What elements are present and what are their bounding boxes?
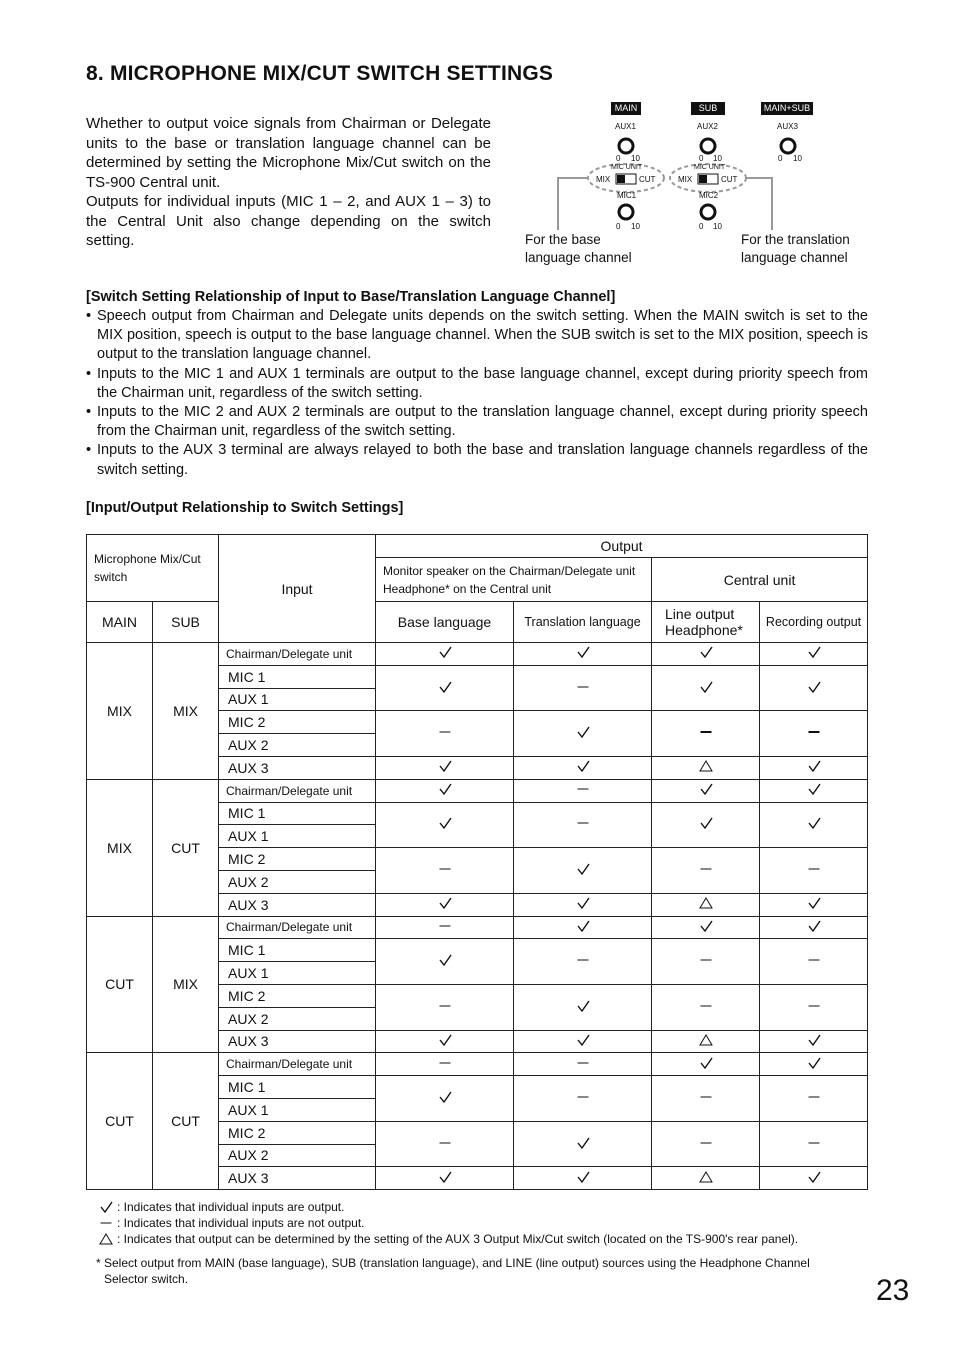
scale-max: 10	[631, 222, 640, 231]
input-label-cell: Chairman/Delegate unit	[219, 779, 376, 802]
recording-cell	[760, 1053, 868, 1076]
monitor-header: Monitor speaker on the Chairman/Delegate unit Headphone* on the Central unit	[376, 558, 652, 602]
check-icon	[438, 645, 452, 659]
mic-unit-label: MIC UNIT	[694, 164, 726, 171]
caption-line: For the translation	[741, 232, 850, 247]
check-icon	[438, 896, 452, 910]
dash-icon	[438, 725, 452, 739]
dash-icon	[807, 999, 821, 1013]
recording-cell	[760, 1121, 868, 1167]
check-icon	[807, 645, 821, 659]
check-icon	[438, 782, 452, 796]
recording-cell	[760, 1167, 868, 1190]
dash-icon	[807, 1090, 821, 1104]
dash-icon	[438, 1056, 452, 1070]
triangle-icon	[699, 1033, 713, 1047]
dash-icon	[438, 1136, 452, 1150]
dash-icon	[699, 1090, 713, 1104]
panel-drawing	[520, 130, 820, 240]
base-cell	[376, 1053, 514, 1076]
base-cell	[376, 711, 514, 757]
input-label-cell: MIC 2	[219, 711, 376, 734]
base-cell	[376, 756, 514, 779]
io-table	[86, 534, 868, 1190]
line-cell	[652, 1121, 760, 1167]
dash-icon	[438, 999, 452, 1013]
mix-label: MIX	[596, 175, 611, 184]
line-cell	[652, 939, 760, 985]
check-icon	[807, 1033, 821, 1047]
switch-header: Microphone Mix/Cut switch	[87, 535, 219, 602]
check-icon	[438, 1170, 452, 1184]
recording-cell	[760, 802, 868, 848]
dash-icon	[807, 725, 821, 739]
recording-cell	[760, 643, 868, 666]
recording-cell	[760, 779, 868, 802]
bullet-item: • Inputs to the AUX 3 terminal are always relayed to both the base and translation language channels regardless of the switch setting.	[86, 441, 868, 479]
intro-text	[86, 114, 491, 251]
bullet-item: • Speech output from Chairman and Delegate units depends on the switch setting. When the MAIN switch is set to the MIX position, speech is output to the base language channel. When the SUB switch is set to the MIX position, speech is output to the translation language channel.	[86, 307, 868, 365]
check-icon	[438, 1033, 452, 1047]
aux2-label: AUX2	[697, 122, 718, 131]
dash-icon	[95, 1216, 117, 1230]
check-icon	[576, 919, 590, 933]
scale-max: 10	[631, 154, 640, 163]
input-label-cell: MIC 2	[219, 1121, 376, 1144]
translation-cell	[514, 643, 652, 666]
check-icon	[576, 725, 590, 739]
base-cell	[376, 643, 514, 666]
check-icon	[699, 919, 713, 933]
sub-setting-cell: MIX	[153, 643, 219, 780]
base-caption	[525, 231, 632, 267]
translation-cell	[514, 1121, 652, 1167]
main-badge: MAIN	[611, 102, 641, 115]
base-cell	[376, 939, 514, 985]
scale-min: 0	[616, 222, 621, 231]
translation-caption	[741, 231, 850, 267]
legend-row	[95, 1199, 798, 1215]
input-label-cell: AUX 2	[219, 1144, 376, 1167]
output-header: Output	[376, 535, 868, 558]
input-header: Input	[219, 535, 376, 643]
input-label-cell: AUX 2	[219, 734, 376, 757]
dash-icon	[576, 782, 590, 796]
check-icon	[699, 645, 713, 659]
input-label-cell: AUX 3	[219, 756, 376, 779]
cut-label: CUT	[639, 175, 656, 184]
input-label-cell: Chairman/Delegate unit	[219, 1053, 376, 1076]
triangle-icon	[699, 759, 713, 773]
line-cell	[652, 711, 760, 757]
caption-line: language channel	[525, 250, 632, 265]
recording-cell	[760, 1076, 868, 1122]
line-cell	[652, 643, 760, 666]
check-icon	[699, 680, 713, 694]
line-cell	[652, 756, 760, 779]
dash-icon	[699, 1136, 713, 1150]
check-icon	[807, 816, 821, 830]
base-cell	[376, 779, 514, 802]
table-row	[87, 916, 868, 939]
base-cell	[376, 893, 514, 916]
translation-cell	[514, 711, 652, 757]
recording-cell	[760, 984, 868, 1030]
dash-icon	[807, 1136, 821, 1150]
legend-text: : Indicates that individual inputs are output.	[117, 1200, 345, 1214]
intro-paragraph: Whether to output voice signals from Chairman or Delegate units to the base or translation language channel can be determined by setting the Microphone Mix/Cut switch on the TS-900 Central unit.	[86, 115, 491, 191]
base-cell	[376, 665, 514, 711]
line-cell	[652, 1167, 760, 1190]
input-label-cell: AUX 3	[219, 1030, 376, 1053]
base-cell	[376, 984, 514, 1030]
recording-cell	[760, 848, 868, 894]
input-label-cell: Chairman/Delegate unit	[219, 916, 376, 939]
check-icon	[699, 816, 713, 830]
dash-icon	[699, 999, 713, 1013]
footnote-text: Select output from MAIN (base language), SUB (translation language), and LINE (line output) sources using the Headphone Channel Selector switch.	[104, 1256, 810, 1286]
translation-cell	[514, 802, 652, 848]
check-icon	[807, 782, 821, 796]
legend-row	[95, 1231, 798, 1247]
scale-min: 0	[699, 154, 704, 163]
check-icon	[438, 680, 452, 694]
translation-cell	[514, 665, 652, 711]
check-icon	[807, 1056, 821, 1070]
section-heading: [Input/Output Relationship to Switch Settings]	[86, 500, 404, 516]
input-label-cell: AUX 1	[219, 962, 376, 985]
check-icon	[438, 1090, 452, 1104]
intro-paragraph: Outputs for individual inputs (MIC 1 – 2, and AUX 1 – 3) to the Central Unit also change depending on the switch setting.	[86, 193, 491, 249]
line-cell	[652, 916, 760, 939]
translation-cell	[514, 916, 652, 939]
dash-icon	[576, 1056, 590, 1070]
line-cell	[652, 893, 760, 916]
line-cell	[652, 1053, 760, 1076]
check-icon	[576, 759, 590, 773]
main-setting-cell: CUT	[87, 1053, 153, 1190]
translation-cell	[514, 1167, 652, 1190]
base-cell	[376, 1121, 514, 1167]
mic-unit-label: MIC UNIT	[611, 164, 643, 171]
mic2-label: MIC2	[699, 191, 719, 200]
input-label-cell: MIC 1	[219, 939, 376, 962]
input-label-cell: AUX 3	[219, 893, 376, 916]
input-label-cell: AUX 1	[219, 1098, 376, 1121]
scale-min: 0	[616, 154, 621, 163]
dash-icon	[699, 725, 713, 739]
main-sub-badge: MAIN+SUB	[761, 102, 813, 115]
base-cell	[376, 1030, 514, 1053]
footnote	[96, 1255, 826, 1287]
main-header: MAIN	[87, 602, 153, 643]
table-row	[87, 1053, 868, 1076]
check-icon	[807, 759, 821, 773]
sub-setting-cell: CUT	[153, 1053, 219, 1190]
input-label-cell: AUX 3	[219, 1167, 376, 1190]
main-setting-cell: MIX	[87, 643, 153, 780]
check-icon	[699, 1056, 713, 1070]
table-row	[87, 779, 868, 802]
check-icon	[576, 645, 590, 659]
scale-min: 0	[699, 222, 704, 231]
recording-cell	[760, 916, 868, 939]
translation-cell	[514, 1076, 652, 1122]
bullet-item: • Inputs to the MIC 1 and AUX 1 terminals are output to the base language channel, except during priority speech from the Chairman unit, regardless of the switch setting.	[86, 365, 868, 403]
input-label-cell: MIC 2	[219, 984, 376, 1007]
recording-cell	[760, 893, 868, 916]
check-icon	[576, 1170, 590, 1184]
sub-header: SUB	[153, 602, 219, 643]
line-cell	[652, 1076, 760, 1122]
recording-cell	[760, 665, 868, 711]
recording-cell	[760, 756, 868, 779]
check-icon	[807, 896, 821, 910]
sub-setting-cell: CUT	[153, 779, 219, 916]
scale-min: 0	[778, 154, 783, 163]
input-label-cell: MIC 1	[219, 1076, 376, 1099]
dash-icon	[438, 919, 452, 933]
line-cell	[652, 848, 760, 894]
bullet-item: • Inputs to the MIC 2 and AUX 2 terminals are output to the translation language channel, except during priority speech from the Chairman unit, regardless of the switch setting.	[86, 403, 868, 441]
check-icon	[438, 953, 452, 967]
dash-icon	[576, 816, 590, 830]
recording-cell	[760, 939, 868, 985]
check-icon	[438, 759, 452, 773]
section-heading: [Switch Setting Relationship of Input to Base/Translation Language Channel]	[86, 289, 616, 305]
input-label-cell: Chairman/Delegate unit	[219, 643, 376, 666]
col-translation: Translation language	[514, 602, 652, 643]
input-label-cell: MIC 2	[219, 848, 376, 871]
translation-cell	[514, 779, 652, 802]
mic1-label: MIC1	[617, 191, 637, 200]
page-number: 23	[876, 1274, 910, 1307]
translation-cell	[514, 756, 652, 779]
translation-cell	[514, 1053, 652, 1076]
bullet-list	[86, 307, 868, 480]
col-recording: Recording output	[760, 602, 868, 643]
dash-icon	[699, 953, 713, 967]
caption-line: language channel	[741, 250, 848, 265]
input-label-cell: MIC 1	[219, 665, 376, 688]
base-cell	[376, 1076, 514, 1122]
sub-badge: SUB	[691, 102, 725, 115]
check-icon	[576, 999, 590, 1013]
dash-icon	[438, 862, 452, 876]
base-cell	[376, 1167, 514, 1190]
col-base: Base language	[376, 602, 514, 643]
scale-max: 10	[793, 154, 802, 163]
check-icon	[576, 896, 590, 910]
legend	[95, 1199, 798, 1247]
translation-cell	[514, 848, 652, 894]
main-setting-cell: MIX	[87, 779, 153, 916]
mix-label: MIX	[678, 175, 693, 184]
line-cell	[652, 984, 760, 1030]
dash-icon	[576, 953, 590, 967]
col-line: Line output Headphone*	[652, 602, 760, 643]
line-cell	[652, 779, 760, 802]
line-cell	[652, 1030, 760, 1053]
input-label-cell: AUX 1	[219, 825, 376, 848]
input-label-cell: AUX 2	[219, 870, 376, 893]
translation-cell	[514, 893, 652, 916]
aux3-label: AUX3	[777, 122, 798, 131]
check-icon	[807, 919, 821, 933]
translation-cell	[514, 984, 652, 1030]
check-icon	[576, 1033, 590, 1047]
dash-icon	[807, 953, 821, 967]
base-cell	[376, 848, 514, 894]
dash-icon	[699, 862, 713, 876]
sub-setting-cell: MIX	[153, 916, 219, 1053]
caption-line: For the base	[525, 232, 601, 247]
cut-label: CUT	[721, 175, 738, 184]
translation-cell	[514, 939, 652, 985]
recording-cell	[760, 1030, 868, 1053]
scale-max: 10	[713, 222, 722, 231]
footnote-mark: *	[96, 1256, 101, 1270]
check-icon	[807, 680, 821, 694]
input-label-cell: AUX 2	[219, 1007, 376, 1030]
central-header: Central unit	[652, 558, 868, 602]
line-cell	[652, 665, 760, 711]
base-cell	[376, 802, 514, 848]
legend-row	[95, 1215, 798, 1231]
main-setting-cell: CUT	[87, 916, 153, 1053]
translation-cell	[514, 1030, 652, 1053]
input-label-cell: AUX 1	[219, 688, 376, 711]
input-label-cell: MIC 1	[219, 802, 376, 825]
check-icon	[95, 1200, 117, 1214]
check-icon	[699, 782, 713, 796]
dash-icon	[576, 1090, 590, 1104]
recording-cell	[760, 711, 868, 757]
triangle-icon	[95, 1232, 117, 1246]
table-row	[87, 643, 868, 666]
aux1-label: AUX1	[615, 122, 636, 131]
dash-icon	[576, 680, 590, 694]
base-cell	[376, 916, 514, 939]
check-icon	[438, 816, 452, 830]
check-icon	[807, 1170, 821, 1184]
line-cell	[652, 802, 760, 848]
check-icon	[576, 862, 590, 876]
triangle-icon	[699, 896, 713, 910]
triangle-icon	[699, 1170, 713, 1184]
legend-text: : Indicates that output can be determined by the setting of the AUX 3 Output Mix/Cut switch (located on the TS-900's rear panel).	[117, 1232, 799, 1246]
page-title: 8. MICROPHONE MIX/CUT SWITCH SETTINGS	[86, 62, 554, 85]
check-icon	[576, 1136, 590, 1150]
legend-text: : Indicates that individual inputs are not output.	[117, 1216, 365, 1230]
dash-icon	[807, 862, 821, 876]
scale-max: 10	[713, 154, 722, 163]
